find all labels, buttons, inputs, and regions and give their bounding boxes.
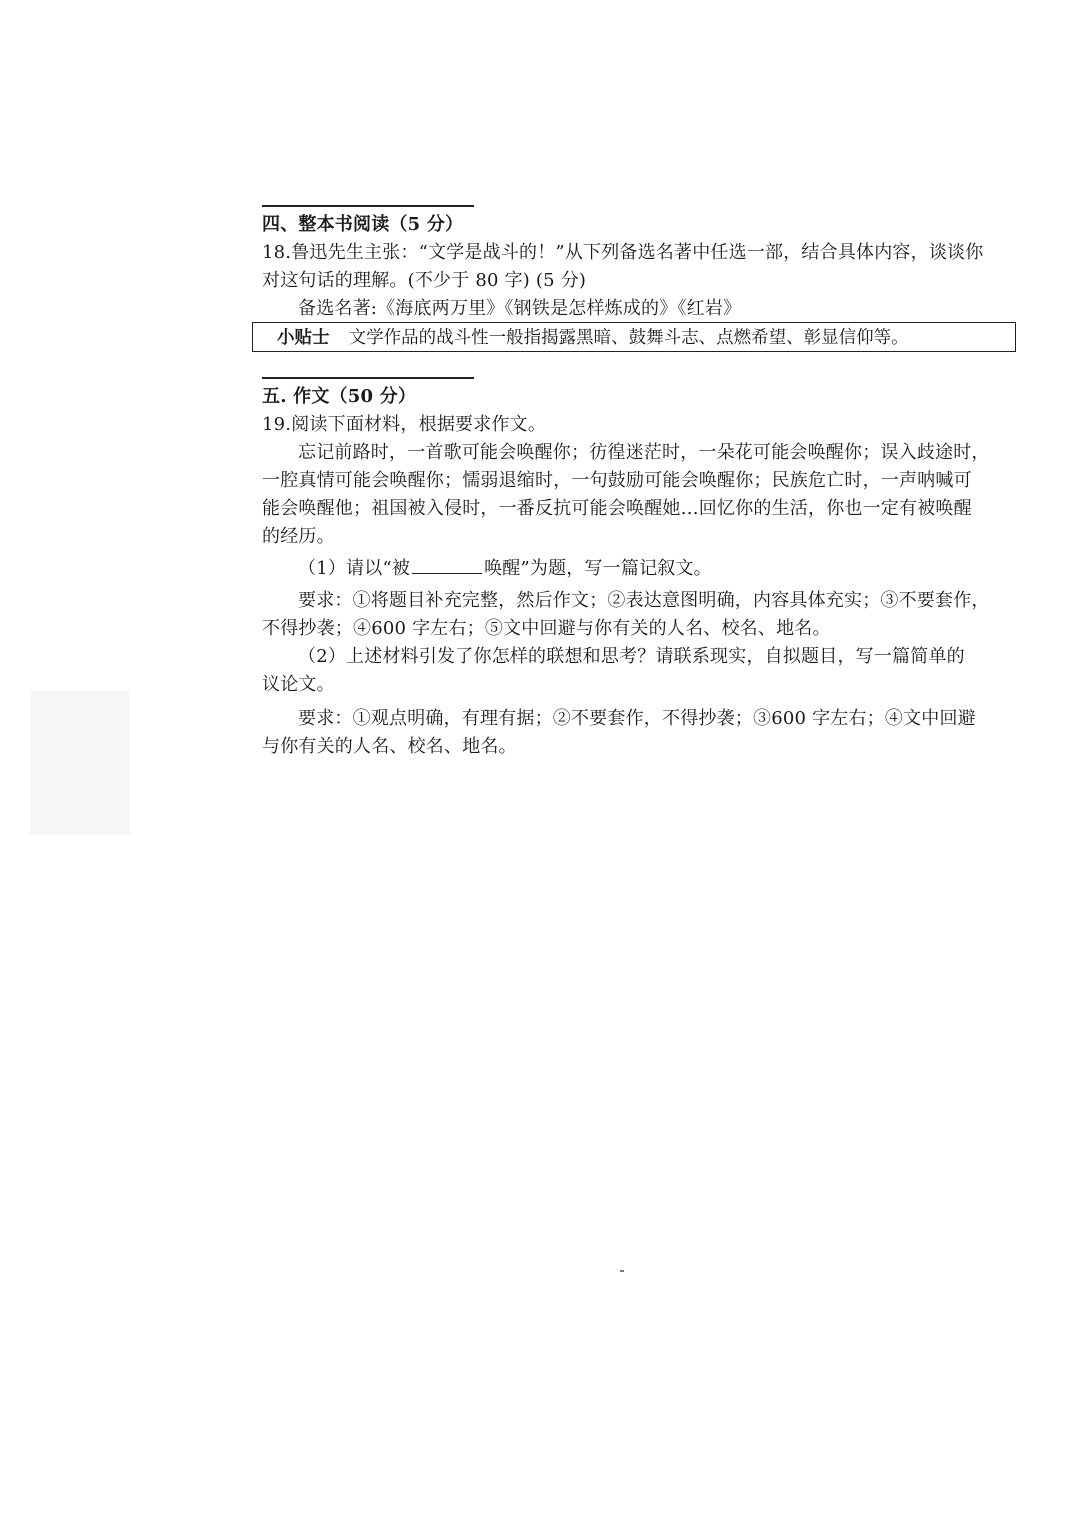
tip-box xyxy=(252,322,1016,352)
tip-text: 文学作品的战斗性一般指揭露黑暗、鼓舞斗志、点燃希望、彰显信仰等。 xyxy=(348,328,909,348)
scan-shadow xyxy=(30,690,130,835)
req1-line: 不得抄袭；④600 字左右；⑤文中回避与你有关的人名、校名、地名。 xyxy=(262,618,831,639)
task2-line: （2）上述材料引发了你怎样的联想和思考？请联系现实，自拟题目，写一篇简单的 xyxy=(298,646,965,667)
q18-options: 备选名著:《海底两万里》《钢铁是怎样炼成的》《红岩》 xyxy=(298,298,742,319)
task1-after: 唤醒”为题，写一篇记叙文。 xyxy=(484,558,712,579)
section5-heading: 五. 作文（50 分） xyxy=(262,386,417,407)
material-line: 的经历。 xyxy=(262,526,335,547)
req2-line: 与你有关的人名、校名、地名。 xyxy=(262,736,517,757)
task1-before: （1）请以“被 xyxy=(298,558,411,579)
tip-content xyxy=(277,326,909,350)
section4-divider xyxy=(262,205,474,207)
req2-line: 要求：①观点明确，有理有据；②不要套作，不得抄袭；③600 字左右；④文中回避 xyxy=(298,708,976,729)
material-line: 能会唤醒他；祖国被入侵时，一番反抗可能会唤醒她…回忆你的生活，你也一定有被唤醒 xyxy=(262,498,972,519)
q18-line2: 对这句话的理解。(不少于 80 字) (5 分) xyxy=(262,270,587,291)
scan-speck xyxy=(620,1270,624,1272)
task1 xyxy=(298,555,712,581)
q19-prompt: 19.阅读下面材料，根据要求作文。 xyxy=(262,414,547,435)
q18-line1: 18.鲁迅先生主张：“文学是战斗的！”从下列备选名著中任选一部，结合具体内容，谈谈你 xyxy=(262,242,984,263)
tip-label: 小贴士 xyxy=(277,328,330,348)
material-line: 一腔真情可能会唤醒你；懦弱退缩时，一句鼓励可能会唤醒你；民族危亡时，一声呐喊可 xyxy=(262,470,972,491)
section4-heading: 四、整本书阅读（5 分） xyxy=(262,214,464,235)
title-blank xyxy=(412,555,482,574)
req1-line: 要求：①将题目补充完整，然后作文；②表达意图明确，内容具体充实；③不要套作， xyxy=(298,590,990,611)
material-line: 忘记前路时，一首歌可能会唤醒你；彷徨迷茫时，一朵花可能会唤醒你；误入歧途时， xyxy=(298,442,990,463)
section5-divider xyxy=(262,377,474,379)
task2-line: 议论文。 xyxy=(262,674,335,695)
